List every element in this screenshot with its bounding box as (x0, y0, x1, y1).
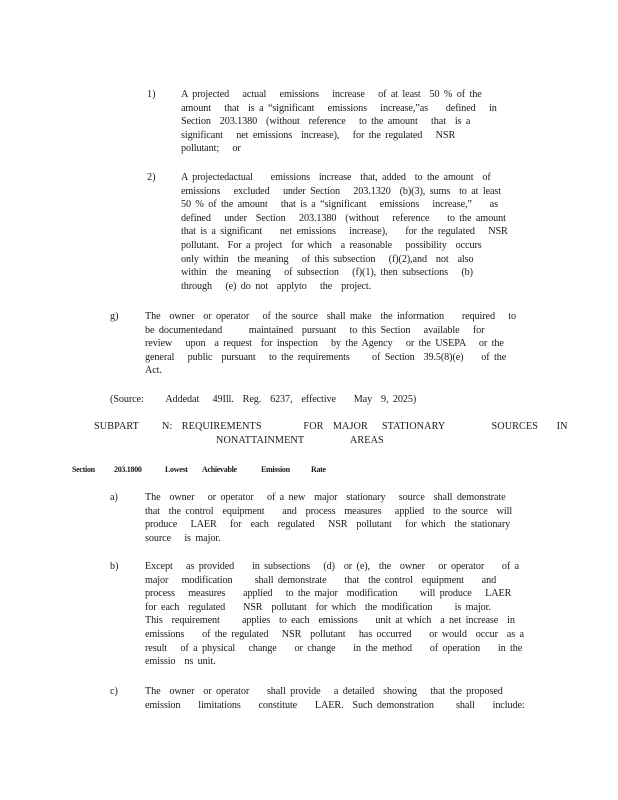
section-number: 203.1800 (114, 465, 142, 474)
text-line: within the meaning of subsection (f)(1), then subsections (b) (181, 267, 473, 279)
section-label: Section (72, 465, 95, 474)
text-line: result of a physical change or change in the method of operation in the (145, 642, 523, 654)
text-line: This requirement applies to each emissions unit at which a net increase in (145, 615, 515, 627)
text-line: A projectedactual emissions increase that, added to the amount of (181, 172, 491, 183)
text-line: be documentedand maintained pursuant to this Section available for (145, 324, 485, 336)
text-line: amount that is a “significant emissions increase,”as defined in (181, 102, 497, 114)
text-line: Act. (145, 365, 162, 377)
text-line: Except as provided in subsections (d) or (e), the owner or operator of a (145, 561, 520, 572)
item-2-marker: 2) (147, 172, 156, 183)
item-1-text (181, 88, 497, 156)
item-g-marker: g) (110, 311, 119, 322)
text-line: that is a significant net emissions increase), for the regulated NSR (181, 226, 508, 238)
item-a-text (145, 491, 512, 545)
item-b-marker: b) (110, 561, 119, 572)
section-title-word: Emission (261, 465, 290, 474)
text-line: Section 203.1380 (without reference to the amount that is a (181, 116, 471, 128)
text-line: process measures applied to the major modification will produce LAER (145, 588, 512, 600)
item-1-marker: 1) (147, 89, 156, 100)
text-line: pollutant; or (181, 143, 241, 155)
text-line: The owner or operator of the source shall make the information required to (145, 311, 517, 322)
text-line: emissions excluded under Section 203.1320 (b)(3), sums to at least (181, 185, 502, 197)
text-line: 50 % of the amount that is a “significant emissions increase,” as (181, 199, 498, 211)
text-line: A projected actual emissions increase of at least 50 % of the (181, 89, 482, 100)
item-a-marker: a) (110, 492, 118, 503)
text-line: for each regulated NSR pollutant for which the modification is major. (145, 601, 491, 613)
text-line: source is major. (145, 532, 221, 544)
item-c-marker: c) (110, 686, 118, 697)
text-line: emissions of the regulated NSR pollutant has occurred or would occur as a (145, 628, 524, 640)
text-line: that the control equipment and process measures applied to the source will (145, 505, 513, 517)
text-line: major modification shall demonstrate that the control equipment and (145, 574, 497, 586)
item-2-text (181, 171, 508, 293)
text-line: emission limitations constitute LAER. Such demonstration shall include: (145, 699, 525, 711)
subpart-heading-line-2: NONATTAINMENT AREAS (216, 435, 384, 446)
source-note: (Source: Addedat 49Ill. Reg. 6237, effective May 9, 2025) (110, 394, 417, 405)
section-title-word: Achievable (202, 465, 237, 474)
subpart-heading-line-1: SUBPART N: REQUIREMENTS FOR MAJOR STATIONARY SOURCES IN (94, 421, 568, 432)
item-b-text (145, 560, 524, 669)
item-c-text (145, 685, 525, 712)
text-line: review upon a request for inspection by the Agency or the USEPA or the (145, 338, 504, 350)
section-title-word: Lowest (165, 465, 188, 474)
text-line: significant net emissions increase), for the regulated NSR (181, 129, 456, 141)
text-line: produce LAER for each regulated NSR pollutant for which the stationary (145, 519, 511, 531)
text-line: defined under Section 203.1380 (without reference to the amount (181, 212, 506, 224)
text-line: through (e) do not applyto the project. (181, 280, 372, 292)
text-line: only within the meaning of this subsection (f)(2),and not also (181, 253, 474, 265)
section-title-word: Rate (311, 465, 326, 474)
item-g-text (145, 310, 516, 378)
text-line: emissio ns unit. (145, 656, 216, 668)
text-line: pollutant. For a project for which a reasonable possibility occurs (181, 239, 482, 251)
text-line: The owner or operator of a new major stationary source shall demonstrate (145, 492, 506, 503)
text-line: The owner or operator shall provide a detailed showing that the proposed (145, 686, 503, 697)
text-line: general public pursuant to the requirements of Section 39.5(8)(e) of the (145, 351, 507, 363)
